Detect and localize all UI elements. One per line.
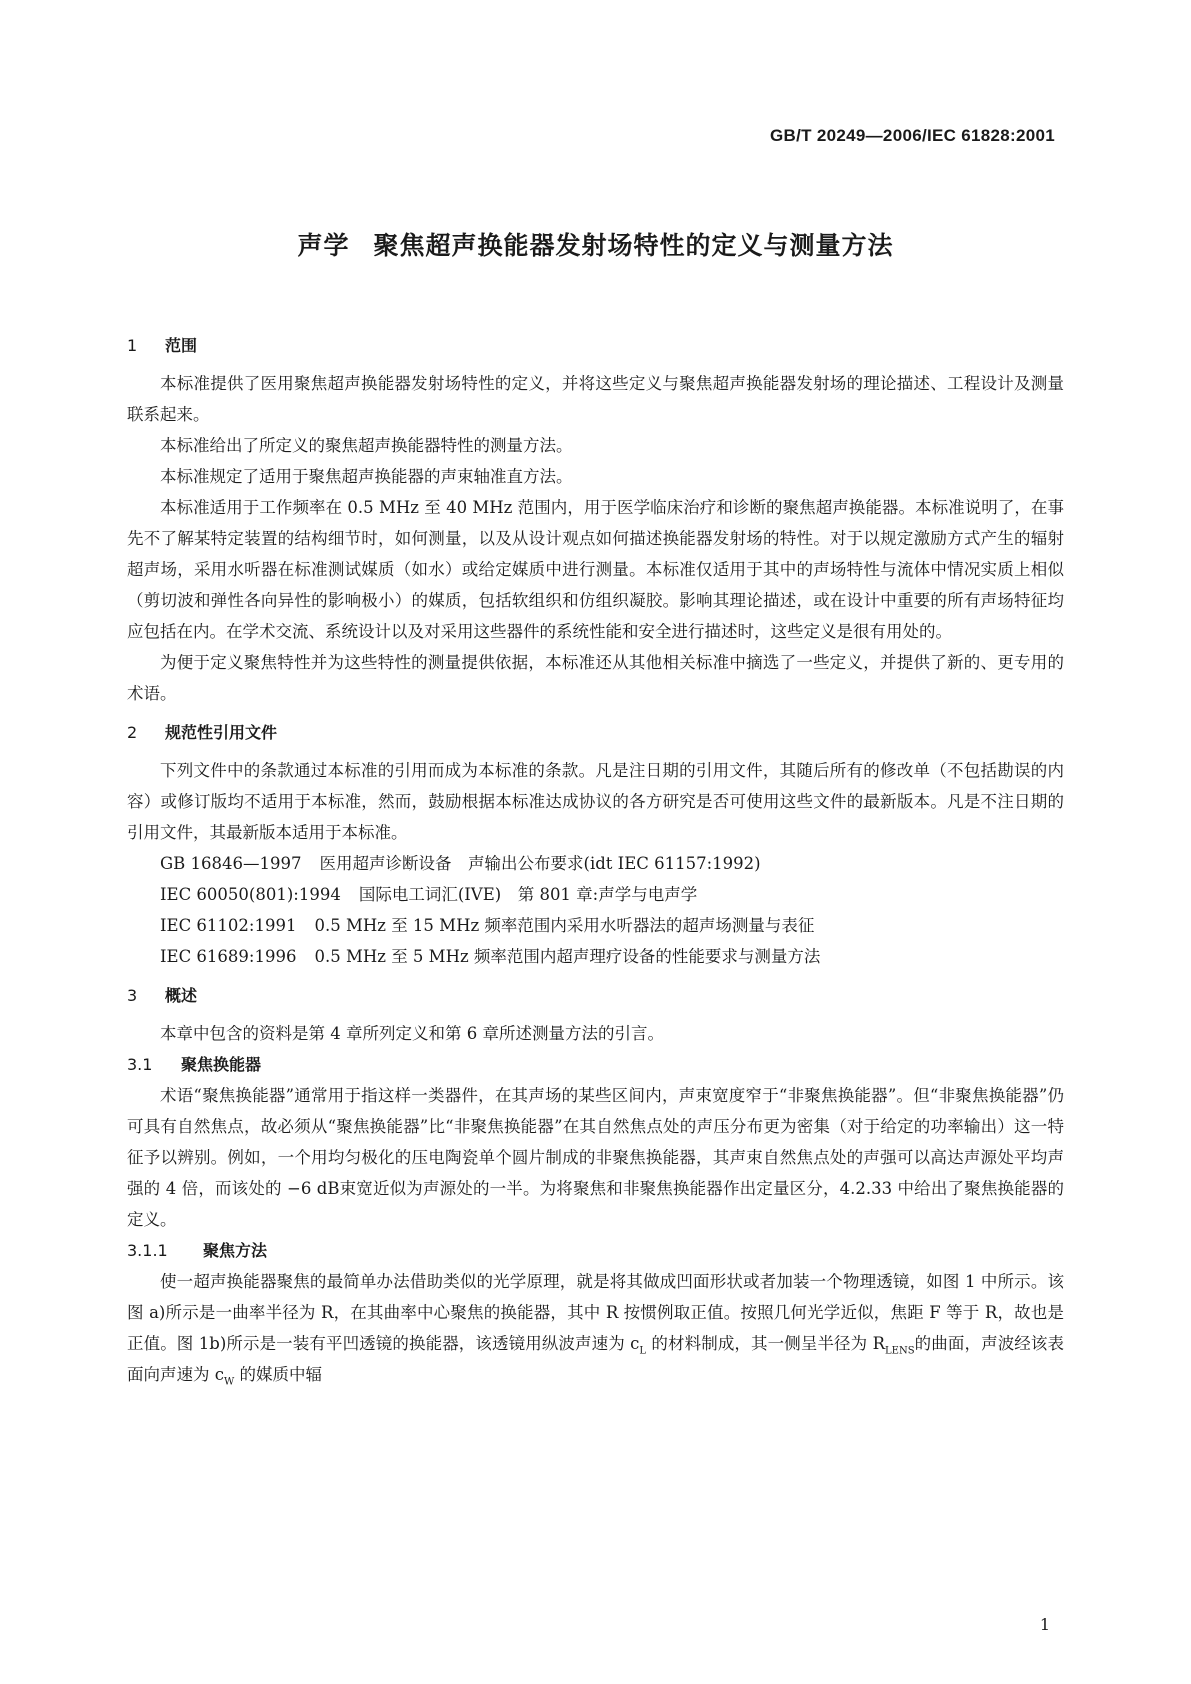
- title-part2: 聚焦超声换能器发射场特性的定义与测量方法: [373, 231, 894, 260]
- reference-code: IEC 61689:1996: [160, 947, 297, 966]
- section-1-heading: [127, 330, 1064, 361]
- reference-item: [127, 941, 1064, 972]
- reference-title: 0.5 MHz 至 5 MHz 频率范围内超声理疗设备的性能要求与测量方法: [314, 947, 821, 966]
- section-3-heading: [127, 980, 1064, 1011]
- document-body: [127, 322, 1064, 1390]
- paragraph: 下列文件中的条款通过本标准的引用而成为本标准的条款。凡是注日期的引用文件，其随后所有的修改单（不包括勘误的内容）或修订版均不适用于本标准，然而，鼓励根据本标准达成协议的各方研究是否可使用这些文件的最新版本。凡是不注日期的引用文件，其最新版本适用于本标准。: [127, 761, 1064, 842]
- standard-code: GB/T 20249—2006/IEC 61828:2001: [770, 126, 1055, 145]
- subsection-title: 聚焦方法: [203, 1241, 268, 1260]
- paragraph: 本标准规定了适用于聚焦超声换能器的声束轴准直方法。: [160, 467, 573, 486]
- section-number: 1: [127, 336, 138, 355]
- section-title: 规范性引用文件: [165, 723, 278, 742]
- reference-title: 医用超声诊断设备 声输出公布要求(idt IEC 61157:1992): [319, 854, 761, 873]
- subsection-number: 3.1.1: [127, 1241, 168, 1260]
- reference-item: [127, 879, 1064, 910]
- reference-code: GB 16846—1997: [160, 854, 302, 873]
- reference-code: IEC 61102:1991: [160, 916, 297, 935]
- reference-title: 0.5 MHz 至 15 MHz 频率范围内采用水听器法的超声场测量与表征: [314, 916, 815, 935]
- subsection-3-1-1-heading: [127, 1235, 1064, 1266]
- section-2-heading: [127, 717, 1064, 748]
- reference-code: IEC 60050(801):1994: [160, 885, 341, 904]
- paragraph: 本标准适用于工作频率在 0.5 MHz 至 40 MHz 范围内，用于医学临床治疗和诊断的聚焦超声换能器。本标准说明了，在事先不了解某特定装置的结构细节时，如何测量，以及从设计观点如何描述换能器发射场的特性。对于以规定激励方式产生的辐射超声场，采用水听器在标准测试媒质（如水）或给定媒质中进行测量。本标准仅适用于其中的声场特性与流体中情况实质上相似（剪切波和弹性各向异性的影响极小）的媒质，包括软组织和仿组织凝胶。影响其理论描述，或在设计中重要的所有声场特征均应包括在内。在学术交流、系统设计以及对采用这些器件的系统性能和安全进行描述时，这些定义是很有用处的。: [127, 498, 1064, 641]
- paragraph: 使一超声换能器聚焦的最简单办法借助类似的光学原理，就是将其做成凹面形状或者加装一个物理透镜，如图 1 中所示。该图 a)所示是一曲率半径为 R，在其曲率中心聚焦的换能器，其中 R 按惯例取正值。按照几何光学近似，焦距 F 等于 R，故也是正值。图 1b)所示是一装有平凹透镜的换能器，该透镜用纵波声速为 $c_L$ 的材料制成，其一侧呈半径为 $R_{LENS}$的曲面，声波经该表面向声速为 $c_W$ 的媒质中辐: [127, 1272, 1065, 1388]
- title-part1: 声学: [297, 231, 350, 260]
- page-number: 1: [1039, 1615, 1050, 1634]
- paragraph: 本章中包含的资料是第 4 章所列定义和第 6 章所述测量方法的引言。: [160, 1024, 664, 1043]
- subsection-number: 3.1: [127, 1055, 153, 1074]
- reference-item: [127, 848, 1064, 879]
- subsection-title: 聚焦换能器: [181, 1055, 262, 1074]
- reference-title: 国际电工词汇(IVE) 第 801 章:声学与电声学: [358, 885, 698, 904]
- page-title: [0, 226, 1191, 262]
- paragraph: 本标准给出了所定义的聚焦超声换能器特性的测量方法。: [160, 436, 573, 455]
- paragraph: 术语“聚焦换能器”通常用于指这样一类器件，在其声场的某些区间内，声束宽度窄于“非聚焦换能器”。但“非聚焦换能器”仍可具有自然焦点，故必须从“聚焦换能器”比“非聚焦换能器”在其自然焦点处的声压分布更为密集（对于给定的功率输出）这一特征予以辨别。例如，一个用均匀极化的压电陶瓷单个圆片制成的非聚焦换能器，其声束自然焦点处的声强可以高达声源处平均声强的 4 倍，而该处的 −6 dB束宽近似为声源处的一半。为将聚焦和非聚焦换能器作出定量区分，4.2.33 中给出了聚焦换能器的定义。: [127, 1086, 1064, 1229]
- section-number: 3: [127, 986, 138, 1005]
- section-number: 2: [127, 723, 138, 742]
- section-title: 范围: [165, 336, 198, 355]
- reference-item: [127, 910, 1064, 941]
- paragraph: 本标准提供了医用聚焦超声换能器发射场特性的定义，并将这些定义与聚焦超声换能器发射场的理论描述、工程设计及测量联系起来。: [127, 374, 1064, 424]
- paragraph: 为便于定义聚焦特性并为这些特性的测量提供依据，本标准还从其他相关标准中摘选了一些定义，并提供了新的、更专用的术语。: [127, 653, 1064, 703]
- subsection-3-1-heading: [127, 1049, 1064, 1080]
- section-title: 概述: [165, 986, 198, 1005]
